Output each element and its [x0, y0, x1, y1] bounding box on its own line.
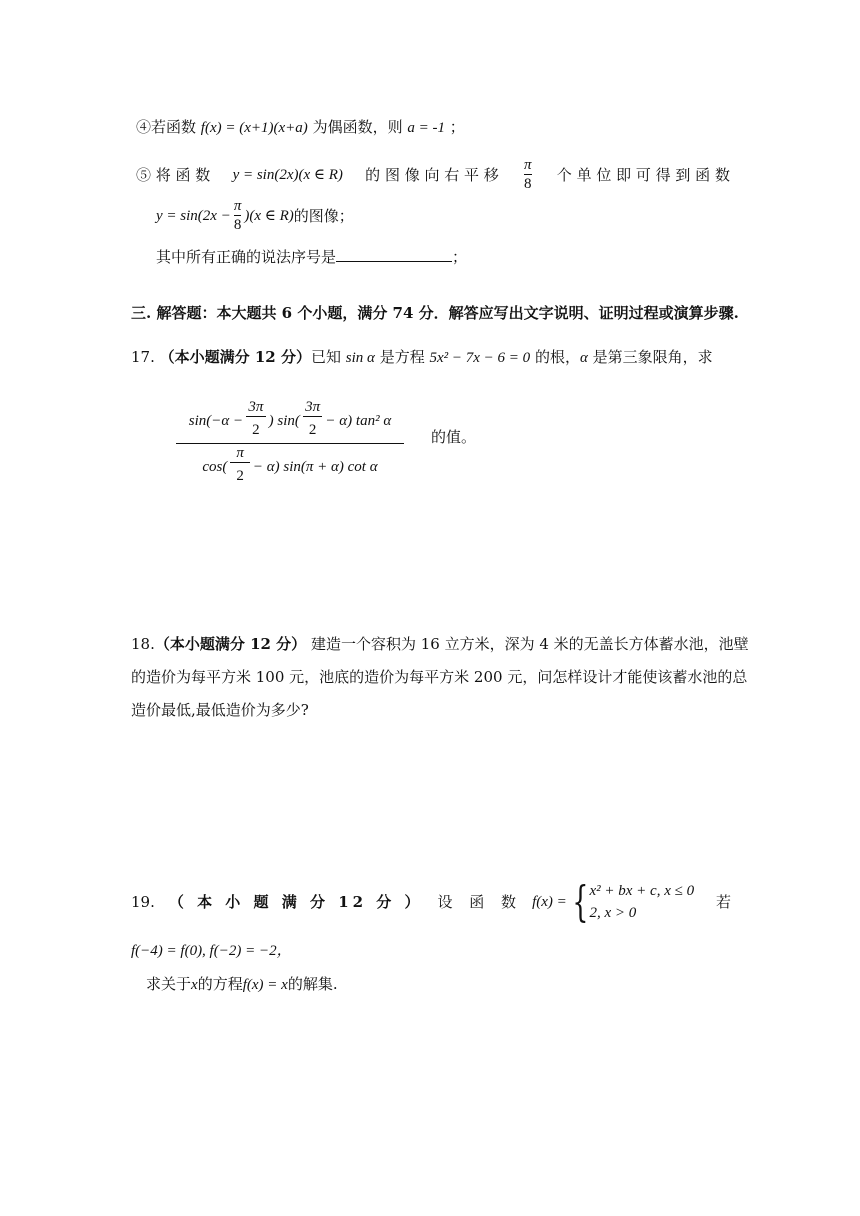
item-4-end: ； [449, 118, 465, 136]
pi-over-8-fraction: $\frac{\pi}{8}$ [524, 157, 532, 192]
q17-numerator: sin(−α − $\frac{3\pi}{2}$ ) sin( $\frac{3\pi}{2}$ − α) tan² α [176, 398, 404, 443]
q19-ask: 求关于x的方程f(x) = x的解集. [146, 975, 338, 993]
three-pi-over-2-a: $\frac{3\pi}{2}$ [246, 398, 266, 443]
piecewise-brace: { [572, 877, 589, 926]
three-pi-over-2-b: $\frac{3\pi}{2}$ [303, 398, 323, 443]
q17-suffix: 的值。 [431, 428, 477, 446]
q17-expression-fraction [176, 398, 404, 489]
question-17: 17. （本小题满分 12 分）已知 sin α 是方程 5x² − 7x − 6 = 0 的根，α 是第三象限角，求 [131, 348, 713, 366]
item-4-middle: 为偶函数，则 [312, 118, 403, 136]
pi-over-2: $\frac{\pi}{2}$ [230, 444, 250, 489]
q17-sin-alpha: sin α [345, 350, 375, 366]
answer-blank[interactable] [336, 247, 452, 262]
item-4-marker: ④若函数 [136, 118, 197, 136]
q17-score-tag: （本小题满分 12 分） [159, 348, 311, 366]
item-5-function: y = sin(2x)(x ∈ R) [232, 166, 343, 183]
q17-number: 17. [131, 348, 155, 366]
item-5-shift-text: 的 图 像 向 右 平 移 [365, 165, 499, 184]
q19-fx: f(x) = [532, 894, 567, 910]
item-5-result-text: 个 单 位 即 可 得 到 函 数 [556, 165, 730, 184]
pi-over-8-fraction-2: $\frac{\pi}{8}$ [233, 198, 242, 233]
q17-equation: 5x² − 7x − 6 = 0 [429, 350, 531, 366]
item-5-line-2 [156, 197, 354, 234]
q19-piecewise-cases: x² + bx + c, x ≤ 0 2, x > 0 [589, 883, 695, 921]
item-5-target-function-b: )(x ∈ R) [244, 207, 294, 224]
q19-condition: f(−4) = f(0), f(−2) = −2， [131, 943, 292, 959]
item-4-function: f(x) = (x+1)(x+a) [200, 120, 308, 136]
question-18-line-2: 的造价为每平方米 100 元，池底的造价为每平方米 200 元，问怎样设计才能使该蓄水池的总 [131, 668, 748, 686]
section-3-heading: 三. 解答题：本大题共 6 个小题，满分 74 分．解答应写出文字说明、证明过程或演算步骤. [131, 304, 739, 322]
item-5-line-1 [136, 156, 730, 193]
fill-in-prompt: 其中所有正确的说法序号是 ； [156, 248, 468, 266]
question-18-line-1: 18.（本小题满分 12 分） 建造一个容积为 16 立方米，深为 4 米的无盖长方体蓄水池，池壁 [131, 635, 749, 653]
item-4 [136, 116, 465, 139]
q19-number: 19. [131, 893, 155, 911]
q18-number: 18. [131, 635, 155, 653]
q19-ruo: 若 [715, 893, 731, 911]
q17-denominator: cos( $\frac{\pi}{2}$ − α) sin(π + α) cot α [176, 443, 404, 489]
item-5-intro: ⑤ 将 函 数 [136, 165, 211, 184]
question-18-line-3: 造价最低,最低造价为多少? [131, 701, 309, 719]
q18-score-tag: （本小题满分 12 分） [154, 635, 307, 653]
q19-score-tag: （ 本 小 题 满 分 12 分 ） [168, 893, 424, 911]
item-5-target-function-a: y = sin(2x − [156, 207, 231, 224]
question-19-line-1: 19. （ 本 小 题 满 分 12 分 ） 设 函 数 f(x) = { x² + bx + c, x ≤ 0 2, x > 0 若 [131, 877, 731, 926]
item-5-graph-text: 的图像； [293, 206, 354, 225]
item-4-result: a = -1 [407, 120, 445, 136]
